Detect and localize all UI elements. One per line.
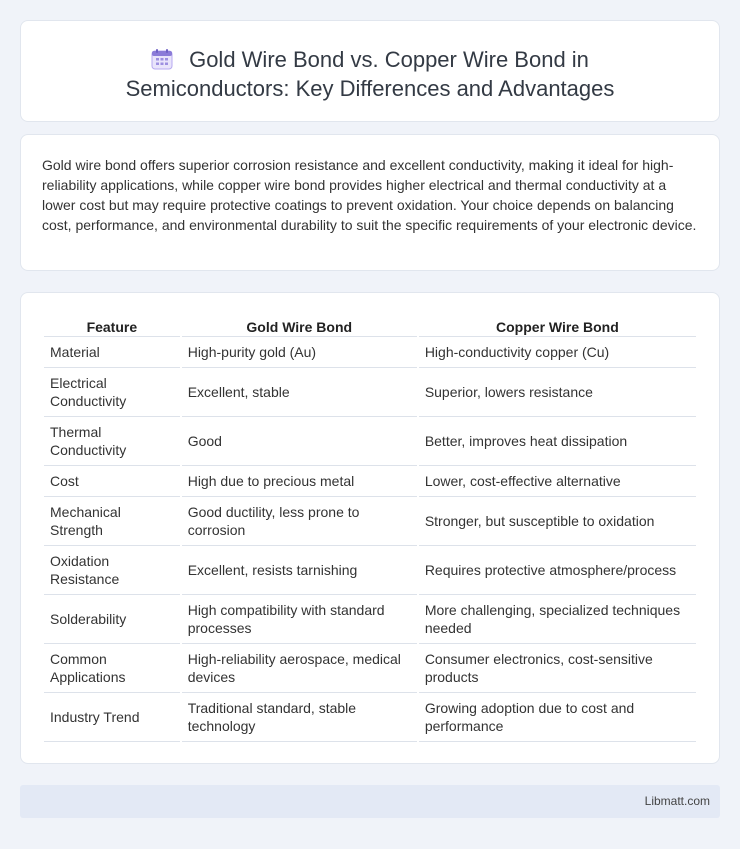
cell-feature: Cost bbox=[44, 466, 180, 497]
cell-feature: Electrical Conductivity bbox=[44, 368, 180, 417]
cell-gold: High-reliability aerospace, medical devices bbox=[182, 644, 417, 693]
table-row bbox=[44, 368, 696, 417]
header-copper: Copper Wire Bond bbox=[419, 315, 696, 337]
cell-gold: Traditional standard, stable technology bbox=[182, 693, 417, 742]
comparison-table-card bbox=[20, 292, 720, 764]
cell-copper: Requires protective atmosphere/process bbox=[419, 546, 696, 595]
header-gold: Gold Wire Bond bbox=[182, 315, 417, 337]
summary-card bbox=[20, 134, 720, 271]
cell-copper: Superior, lowers resistance bbox=[419, 368, 696, 417]
cell-copper: High-conductivity copper (Cu) bbox=[419, 337, 696, 368]
footer-bar bbox=[20, 785, 720, 818]
calendar-icon bbox=[151, 48, 173, 70]
cell-copper: Growing adoption due to cost and performance bbox=[419, 693, 696, 742]
cell-gold: Good bbox=[182, 417, 417, 466]
summary-text: Gold wire bond offers superior corrosion resistance and excellent conductivity, making it ideal for high-reliability applications, while copper wire bond provides higher electrical and thermal conductivity at a lower cost but may require protective coatings to prevent oxidation. Your choice depends on balancing cost, performance, and environmental durability to suit the specific requirements of your electronic device. bbox=[42, 157, 697, 233]
table-row bbox=[44, 595, 696, 644]
table-header-row bbox=[44, 315, 696, 337]
cell-copper: Consumer electronics, cost-sensitive products bbox=[419, 644, 696, 693]
table-row bbox=[44, 417, 696, 466]
header-feature: Feature bbox=[44, 315, 180, 337]
cell-gold: High compatibility with standard processes bbox=[182, 595, 417, 644]
table-row bbox=[44, 546, 696, 595]
table-row bbox=[44, 693, 696, 742]
cell-copper: Better, improves heat dissipation bbox=[419, 417, 696, 466]
table-row bbox=[44, 497, 696, 546]
page-title bbox=[21, 45, 719, 103]
table-row bbox=[44, 337, 696, 368]
cell-feature: Mechanical Strength bbox=[44, 497, 180, 546]
cell-gold: Excellent, stable bbox=[182, 368, 417, 417]
cell-feature: Oxidation Resistance bbox=[44, 546, 180, 595]
title-line-1: Gold Wire Bond vs. Copper Wire Bond in bbox=[189, 47, 589, 72]
title-line-2: Semiconductors: Key Differences and Advantages bbox=[125, 76, 615, 101]
title-card bbox=[20, 20, 720, 122]
cell-gold: Excellent, resists tarnishing bbox=[182, 546, 417, 595]
cell-copper: Stronger, but susceptible to oxidation bbox=[419, 497, 696, 546]
cell-feature: Industry Trend bbox=[44, 693, 180, 742]
cell-copper: More challenging, specialized techniques needed bbox=[419, 595, 696, 644]
cell-gold: High due to precious metal bbox=[182, 466, 417, 497]
table-row bbox=[44, 466, 696, 497]
cell-gold: Good ductility, less prone to corrosion bbox=[182, 497, 417, 546]
comparison-table bbox=[42, 315, 698, 742]
cell-feature: Solderability bbox=[44, 595, 180, 644]
table-row bbox=[44, 644, 696, 693]
cell-copper: Lower, cost-effective alternative bbox=[419, 466, 696, 497]
cell-gold: High-purity gold (Au) bbox=[182, 337, 417, 368]
cell-feature: Common Applications bbox=[44, 644, 180, 693]
footer-brand-link[interactable]: Libmatt.com bbox=[644, 794, 710, 808]
cell-feature: Thermal Conductivity bbox=[44, 417, 180, 466]
cell-feature: Material bbox=[44, 337, 180, 368]
